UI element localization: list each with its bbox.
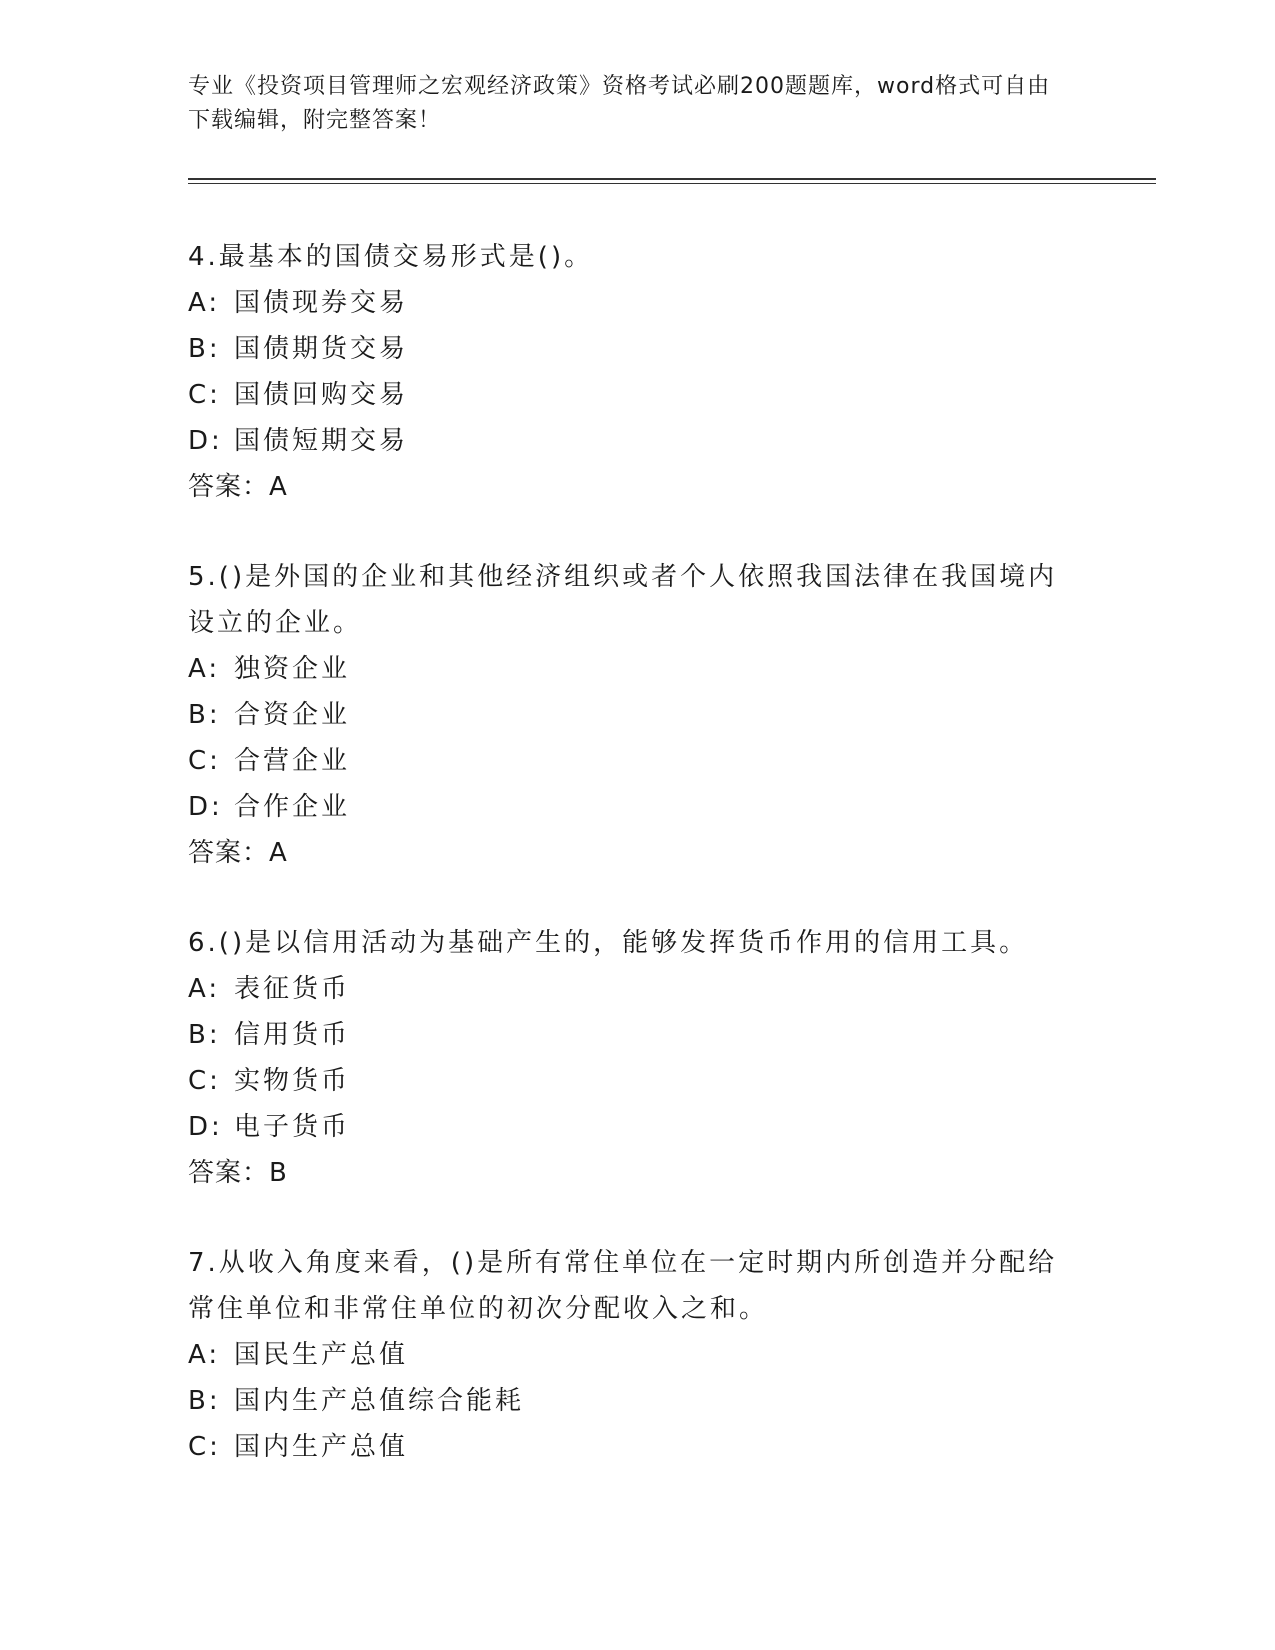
option-text: 电子货币: [234, 1112, 351, 1142]
option-a: [188, 280, 1068, 326]
option-b: [188, 1012, 1068, 1058]
option-letter: B:: [188, 334, 221, 364]
option-b: [188, 1378, 1068, 1424]
option-text: 国债期货交易: [234, 334, 409, 364]
option-c: [188, 372, 1068, 418]
question-text: 4.最基本的国债交易形式是()。: [188, 242, 594, 272]
question-5: [188, 554, 1068, 876]
option-letter: B:: [188, 700, 221, 730]
option-text: 合作企业: [234, 792, 351, 822]
answer-line: 答案：A: [188, 472, 288, 502]
option-text: 国债回购交易: [234, 380, 409, 410]
option-letter: A:: [188, 654, 221, 684]
option-text: 合资企业: [234, 700, 351, 730]
option-a: [188, 966, 1068, 1012]
option-b: [188, 326, 1068, 372]
option-c: [188, 738, 1068, 784]
option-letter: A:: [188, 974, 221, 1004]
option-letter: C:: [188, 1066, 221, 1096]
header-divider-thin: [188, 183, 1156, 184]
option-letter: D:: [188, 792, 223, 822]
option-d: [188, 784, 1068, 830]
option-letter: C:: [188, 1432, 221, 1462]
option-letter: B:: [188, 1020, 221, 1050]
option-a: [188, 646, 1068, 692]
question-6: [188, 920, 1068, 1196]
option-text: 独资企业: [234, 654, 351, 684]
question-list: [188, 234, 1068, 1514]
option-letter: D:: [188, 1112, 223, 1142]
document-header: 专业《投资项目管理师之宏观经济政策》资格考试必刷200题题库，word格式可自由下载编辑，附完整答案！: [188, 74, 1051, 133]
option-letter: A:: [188, 1340, 221, 1370]
question-7: [188, 1240, 1068, 1470]
option-letter: D:: [188, 426, 223, 456]
option-text: 国债短期交易: [234, 426, 409, 456]
answer-line: 答案：B: [188, 1158, 288, 1188]
option-text: 国民生产总值: [234, 1340, 409, 1370]
option-text: 合营企业: [234, 746, 351, 776]
question-4: [188, 234, 1068, 510]
answer-line: 答案：A: [188, 838, 288, 868]
option-a: [188, 1332, 1068, 1378]
option-text: 实物货币: [234, 1066, 351, 1096]
question-text: 6.()是以信用活动为基础产生的，能够发挥货币作用的信用工具。: [188, 928, 1029, 958]
option-d: [188, 1104, 1068, 1150]
option-letter: B:: [188, 1386, 221, 1416]
option-letter: C:: [188, 746, 221, 776]
question-text: 7.从收入角度来看，()是所有常住单位在一定时期内所创造并分配给常住单位和非常住单位的初次分配收入之和。: [188, 1248, 1058, 1324]
option-letter: C:: [188, 380, 221, 410]
option-text: 信用货币: [234, 1020, 351, 1050]
option-c: [188, 1424, 1068, 1470]
header-divider-thick: [188, 178, 1156, 180]
option-c: [188, 1058, 1068, 1104]
option-text: 国内生产总值综合能耗: [234, 1386, 525, 1416]
option-text: 国债现券交易: [234, 288, 409, 318]
option-text: 国内生产总值: [234, 1432, 409, 1462]
question-text: 5.()是外国的企业和其他经济组织或者个人依照我国法律在我国境内设立的企业。: [188, 562, 1058, 638]
option-letter: A:: [188, 288, 221, 318]
option-text: 表征货币: [234, 974, 351, 1004]
option-d: [188, 418, 1068, 464]
option-b: [188, 692, 1068, 738]
